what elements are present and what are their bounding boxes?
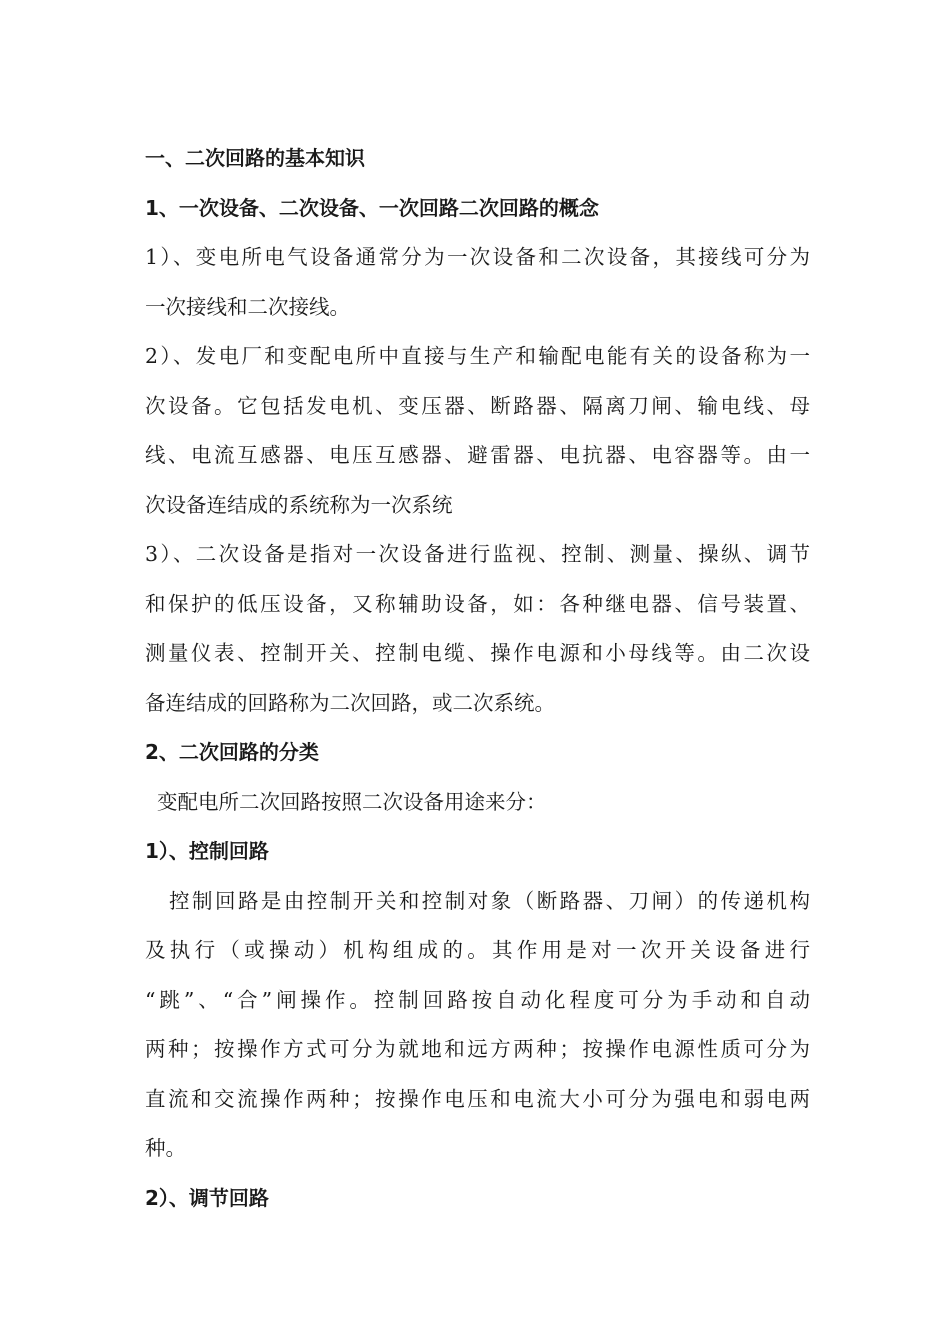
paragraph-line: 3）、二次设备是指对一次设备进行监视、控制、测量、操纵、调节	[145, 542, 810, 566]
paragraph-line: “跳”、“合”闸操作。控制回路按自动化程度可分为手动和自动	[145, 987, 810, 1012]
paragraph-line: 2）、发电厂和变配电所中直接与生产和输配电能有关的设备称为一	[145, 344, 810, 368]
section-heading-1: 1、一次设备、二次设备、一次回路二次回路的概念	[145, 195, 599, 220]
paragraph-line: 和保护的低压设备，又称辅助设备，如：各种继电器、信号装置、	[145, 591, 810, 616]
section-heading-2: 2、二次回路的分类	[145, 740, 319, 764]
paragraph-4: 变配电所二次回路按照二次设备用途来分：	[157, 789, 547, 814]
paragraph-3	[145, 530, 810, 728]
paragraph-line: 两种；按操作方式可分为就地和远方两种；按操作电源性质可分为	[145, 1037, 810, 1061]
subsection-heading-control: 1）、控制回路	[145, 839, 269, 863]
paragraph-line: 及执行（或操动）机构组成的。其作用是对一次开关设备进行	[145, 938, 810, 962]
subsection-heading-regulation: 2）、调节回路	[145, 1185, 269, 1210]
paragraph-line: 直流和交流操作两种；按操作电压和电流大小可分为强电和弱电两	[145, 1086, 810, 1111]
paragraph-line: 种。	[145, 1136, 186, 1160]
paragraph-line: 控制回路是由控制开关和控制对象（断路器、刀闸）的传递机构	[169, 888, 810, 913]
paragraph-line: 备连结成的回路称为二次回路，或二次系统。	[145, 690, 555, 715]
section-heading-main: 一、二次回路的基本知识	[145, 146, 365, 170]
paragraph-line: 1）、变电所电气设备通常分为一次设备和二次设备，其接线可分为	[145, 245, 810, 269]
paragraph-line: 次设备。它包括发电机、变压器、断路器、隔离刀闸、输电线、母	[145, 393, 810, 418]
paragraph-line: 一次接线和二次接线。	[145, 294, 350, 319]
paragraph-line: 次设备连结成的系统称为一次系统	[145, 492, 453, 517]
paragraph-2	[145, 332, 810, 530]
paragraph-line: 测量仪表、控制开关、控制电缆、操作电源和小母线等。由二次设	[145, 641, 810, 665]
document-body	[145, 134, 810, 1223]
paragraph-1	[145, 233, 810, 332]
paragraph-line: 线、电流互感器、电压互感器、避雷器、电抗器、电容器等。由一	[145, 443, 810, 467]
paragraph-5	[145, 877, 810, 1174]
